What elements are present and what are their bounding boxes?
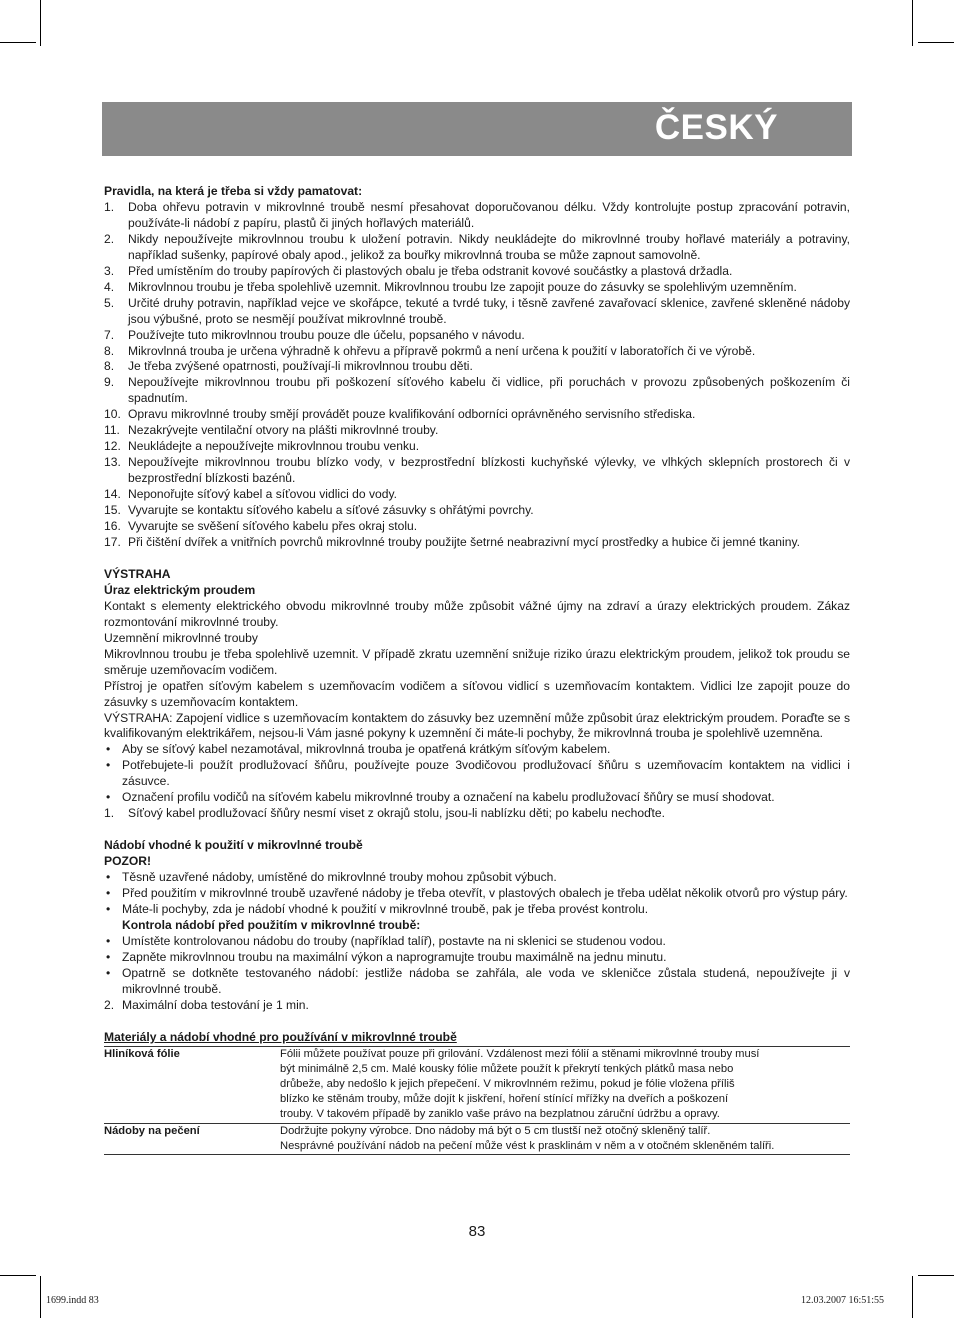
bullet-item <box>104 966 850 998</box>
bullet-text: Zapněte mikrovlnnou troubu na maximální výkon a naprogramujte troubu maximálně na jednu minutu. <box>122 949 667 964</box>
list-number: 10. <box>104 407 121 422</box>
bullet-icon: • <box>106 886 111 901</box>
bullet-item <box>104 758 850 790</box>
list-item <box>104 407 850 423</box>
bullet-text: Těsně uzavřené nádoby, umístěné do mikrovlnné trouby mohou způsobit výbuch. <box>122 870 557 885</box>
warning-paragraph: Přístroj je opatřen síťovým kabelem s uzemňovacím vodičem a síťovou vidlicí s uzemňovacím kontaktem. Vidlici lze zapojit pouze do zásuvky s uzemňovacím kontaktem. <box>104 678 850 709</box>
bullet-icon: • <box>106 901 111 916</box>
bullet-icon: • <box>106 758 111 773</box>
list-item <box>104 375 850 407</box>
list-text: Opravu mikrovlnné trouby smějí provádět pouze kvalifikování odborníci oprávněného servisního střediska. <box>128 407 696 422</box>
list-item <box>104 455 850 487</box>
crop-mark <box>0 1275 36 1276</box>
list-item <box>104 328 850 344</box>
list-item <box>104 264 850 280</box>
bullet-item <box>104 742 850 758</box>
list-number: 14. <box>104 487 121 502</box>
dishes-bullets <box>104 870 850 918</box>
crop-mark <box>918 1275 954 1276</box>
list-text: Nepoužívejte mikrovlnnou troubu blízko vody, v bezprostřední blízkosti kuchyňské výlevky, ve vlhkých sklepních prostorech či v bezprostřední blízkosti bazénů. <box>128 455 850 486</box>
material-description <box>280 1046 850 1123</box>
list-item <box>104 487 850 503</box>
list-item <box>104 280 850 296</box>
warning-bullets <box>104 742 850 806</box>
bullet-text: Potřebujete-li použít prodlužovací šňůru, používejte pouze 3vodičovou prodlužovací šňůru s uzemňovacím kontaktem na vidlici i zásuvce. <box>122 758 850 789</box>
warning-heading: VÝSTRAHA <box>104 566 171 581</box>
list-item <box>104 344 850 360</box>
warning-paragraph: VÝSTRAHA: Zapojení vidlice s uzemňovacím kontaktem do zásuvky bez uzemnění může způsobit úraz elektrickým proudem. Poraďte se s kvalifikovaným elektrikářem, nejsou-li Vám jasné pokyny k uzemnění či máte-li pochyby, že mikrovlnná trouba je spolehlivě uzemněna. <box>104 710 850 741</box>
list-item <box>104 232 850 264</box>
list-text: Doba ohřevu potravin v mikrovlnné troubě nesmí přesahovat doporučovanou délku. Vždy kontrolujte postup zpracování potravin, používáte-li nádobí z papíru, plastů či jiných hořlavých materiálů. <box>128 199 850 230</box>
list-number: 15. <box>104 503 121 518</box>
crop-mark <box>912 1276 913 1318</box>
crop-mark <box>40 1276 41 1318</box>
control-heading: Kontrola nádobí před použitím v mikrovlnné troubě: <box>122 917 421 932</box>
crop-mark <box>912 0 913 46</box>
bullet-item <box>104 934 850 950</box>
bullet-text: Umístěte kontrolovanou nádobu do trouby (například talíř), postavte na ni sklenici se studenou vodou. <box>122 933 666 948</box>
list-text: Mikrovlnnou troubu je třeba spolehlivě uzemnit. Mikrovlnnou troubu lze zapojit pouze do zásuvky se spolehlivým uzemněním. <box>128 279 797 294</box>
crop-mark <box>40 0 41 46</box>
list-text: Nepoužívejte mikrovlnnou troubu při poškození síťového kabelu či vidlice, při poruchách v provozu způsobených poškozením či spadnutím. <box>128 375 850 406</box>
list-text: Vyvarujte se svěšení síťového kabelu přes okraj stolu. <box>128 519 418 534</box>
list-text: Neponořujte síťový kabel a síťovou vidlici do vody. <box>128 487 398 502</box>
materials-heading: Materiály a nádobí vhodné pro používání v mikrovlnné troubě <box>104 1029 457 1044</box>
list-item <box>104 439 850 455</box>
list-number: 7. <box>104 327 115 342</box>
material-name: Hliníková fólie <box>104 1047 180 1060</box>
description-line: být minimálně 2,5 cm. Malé kousky fólie můžete použít k překrytí tenkých plátků masa nebo <box>280 1062 734 1075</box>
bullet-icon: • <box>106 965 111 980</box>
control-bullets <box>104 934 850 998</box>
bullet-item <box>104 886 850 902</box>
grounding-heading: Uzemnění mikrovlnné trouby <box>104 630 258 645</box>
bullet-icon: • <box>106 933 111 948</box>
bullet-text: Označení profilu vodičů na síťovém kabelu mikrovlnné trouby a označení na kabelu prodlužovací šňůry se musí shodovat. <box>122 790 775 805</box>
table-row <box>104 1046 850 1123</box>
list-item <box>104 359 850 375</box>
dishes-numbered <box>104 998 850 1014</box>
page-number: 83 <box>468 1223 486 1240</box>
list-number: 8. <box>104 359 115 374</box>
list-text: Je třeba zvýšené opatrnosti, používají-li mikrovlnnou troubu děti. <box>128 359 473 374</box>
bullet-icon: • <box>106 870 111 885</box>
bullet-text: Před použitím v mikrovlnné troubě uzavřené nádoby je třeba otevřít, v plastových obalech je třeba udělat několik otvorů pro výstup páry. <box>122 886 848 901</box>
material-name: Nádoby na pečení <box>104 1124 200 1137</box>
crop-mark <box>918 42 954 43</box>
warning-numbered <box>104 806 850 822</box>
list-number: 2. <box>104 231 115 246</box>
warning-paragraph: Mikrovlnnou troubu je třeba spolehlivě uzemnit. V případě zkratu uzemnění snižuje riziko úrazu elektrickým proudem, jelikož tok proudu se směruje uzemňovacím vodičem. <box>104 646 850 677</box>
bullet-icon: • <box>106 742 111 757</box>
list-number: 8. <box>104 343 115 358</box>
list-number: 1. <box>104 199 115 214</box>
warning-paragraph: Kontakt s elementy elektrického obvodu mikrovlnné trouby může způsobit vážné újmy na zdraví a úrazy elektrických proudem. Zákaz rozmontování mikrovlnné trouby. <box>104 598 850 629</box>
list-number: 4. <box>104 279 115 294</box>
description-line: blízko ke stěnám trouby, může dojít k jiskření, hoření stínící mřížky na dveřích a poškození <box>280 1093 729 1106</box>
list-text: Při čištění dvířek a vnitřních povrchů mikrovlnné trouby použijte šetrné neabrazivní mycí prostředky a hubice či jemné tkaniny. <box>128 534 800 549</box>
description-line: Nesprávné používání nádob na pečení může vést k prasklinám v něm a v otočném skleněném talíři. <box>280 1139 775 1152</box>
list-item: 2. Maximální doba testování je 1 min. <box>104 997 309 1012</box>
bullet-item <box>104 790 850 806</box>
list-text: Před umístěním do trouby papírových či plastových obalu je třeba odstranit kovové součástky a plastová držadla. <box>128 263 733 278</box>
description-line: Fólii můžete používat pouze při grilování. Vzdálenost mezi fólií a stěnami mikrovlnné trouby musí <box>280 1047 760 1060</box>
list-number: 16. <box>104 519 121 534</box>
list-text: Nezakrývejte ventilační otvory na plášti mikrovlnné trouby. <box>128 423 439 438</box>
list-text: Mikrovlnná trouba je určena výhradně k ohřevu a přípravě pokrmů a není určena k použití v laboratořích či ve výrobě. <box>128 343 756 358</box>
list-item <box>104 296 850 328</box>
bullet-icon: • <box>106 949 111 964</box>
table-row <box>104 1123 850 1154</box>
list-item <box>104 423 850 439</box>
description-line: Dodržujte pokyny výrobce. Dno nádoby má být o 5 cm tlustší než otočný skleněný talíř. <box>280 1124 711 1137</box>
list-text: Určité druhy potravin, například vejce ve skořápce, tekuté a tvrdé tuky, i těsně zavřené zavařovací sklenice, zavřené skleněné nádoby jsou výbušné, proto se nesmějí používat mikrovlnné troubě. <box>128 295 850 326</box>
list-item: 1. Síťový kabel prodlužovací šňůry nesmí viset z okrajů stolu, jsou-li nablízku děti; po kabelu nechoďte. <box>104 806 665 821</box>
rules-list <box>104 200 850 551</box>
list-number: 3. <box>104 263 115 278</box>
list-number: 9. <box>104 375 115 390</box>
footer-timestamp: 12.03.2007 16:51:55 <box>800 1295 884 1306</box>
bullet-text: Aby se síťový kabel nezamotával, mikrovlnná trouba je opatřená krátkým síťovým kabelem. <box>122 742 611 757</box>
bullet-text: Máte-li pochyby, zda je nádobí vhodné k použití v mikrovlnné troubě, pak je třeba provést kontrolu. <box>122 901 649 916</box>
description-line: trouby. V takovém případě by zaniklo vaše právo na bezplatnou záruční údržbu a opravy. <box>280 1108 720 1121</box>
bullet-item <box>104 870 850 886</box>
caution-label: POZOR! <box>104 854 152 869</box>
bullet-icon: • <box>106 790 111 805</box>
bullet-text: Opatrně se dotkněte testovaného nádobí: jestliže nádoba se zahřála, ale voda ve skleničce zůstala studená, nepoužívejte ji v mikrovlnné troubě. <box>122 965 850 996</box>
list-number: 5. <box>104 295 115 310</box>
list-item <box>104 503 850 519</box>
bullet-item <box>104 950 850 966</box>
bullet-item <box>104 902 850 918</box>
rules-heading: Pravidla, na která je třeba si vždy pamatovat: <box>104 184 363 198</box>
list-text: Používejte tuto mikrovlnnou troubu pouze dle účelu, popsaného v návodu. <box>128 327 525 342</box>
list-item <box>104 200 850 232</box>
list-number: 13. <box>104 455 121 470</box>
list-text: Vyvarujte se kontaktu síťového kabelu a síťové zásuvky s ohřátými povrchy. <box>128 503 534 518</box>
list-text: Neukládejte a nepoužívejte mikrovlnnou troubu venku. <box>128 439 420 454</box>
material-description <box>280 1123 850 1154</box>
warning-subheading: Úraz elektrickým proudem <box>104 582 256 597</box>
list-item <box>104 519 850 535</box>
list-item <box>104 535 850 551</box>
materials-table <box>104 1046 850 1155</box>
crop-mark <box>0 42 36 43</box>
header-banner <box>102 102 852 156</box>
list-number: 11. <box>104 423 120 438</box>
list-number: 17. <box>104 534 121 549</box>
content <box>104 184 850 1155</box>
footer-file: 1699.indd 83 <box>46 1295 99 1306</box>
list-text: Nikdy nepoužívejte mikrovlnnou troubu k uložení potravin. Nikdy neukládejte do mikrovlnné trouby hořlavé materiály a potraviny, například sušenky, papírové obaly apod., jelikož za bouřky mikrovlnná trouba se může zapnout samovolně. <box>128 231 850 262</box>
list-number: 12. <box>104 439 121 454</box>
dishes-heading: Nádobí vhodné k použití v mikrovlnné troubě <box>104 838 363 853</box>
page-title: ČESKÝ <box>654 108 778 147</box>
description-line: drůbeže, aby nedošlo k jejich přepečení. V mikrovlnném režimu, pokud je fólie vložena příliš <box>280 1078 735 1091</box>
